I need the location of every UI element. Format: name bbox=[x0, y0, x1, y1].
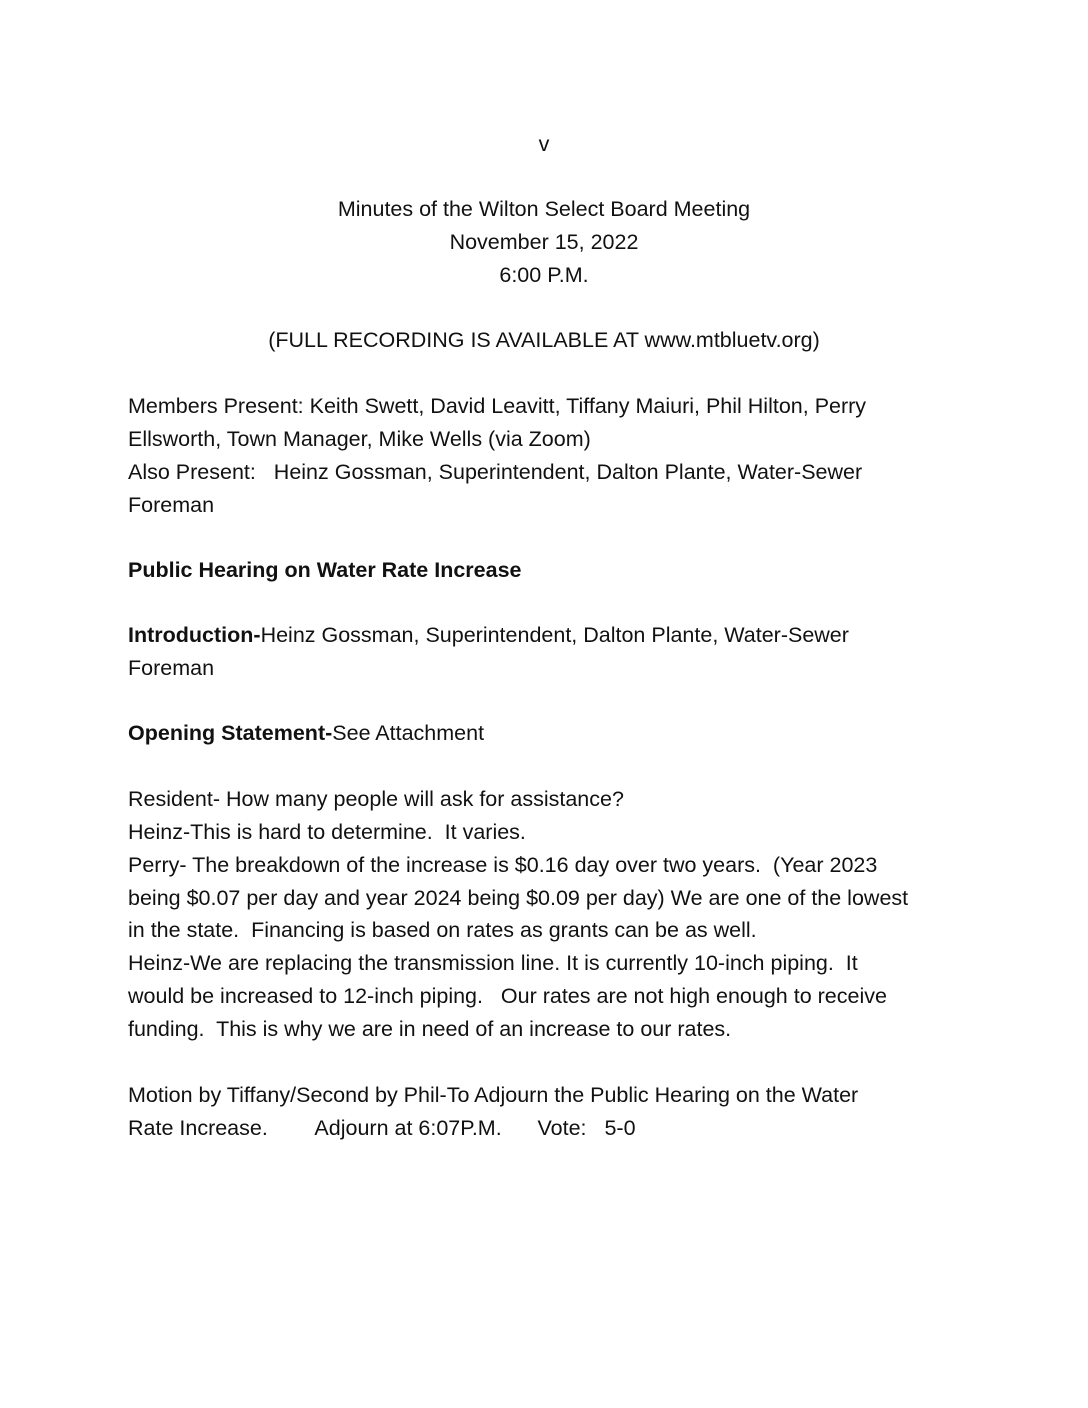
discussion-line: funding. This is why we are in need of an increase to our rates. bbox=[128, 1017, 732, 1041]
introduction-line-1 bbox=[128, 619, 849, 652]
document-title: Minutes of the Wilton Select Board Meeting bbox=[337, 197, 751, 221]
opening-statement-text: See Attachment bbox=[332, 721, 485, 745]
meeting-date: November 15, 2022 bbox=[449, 230, 639, 254]
introduction-label: Introduction- bbox=[128, 623, 261, 647]
introduction-text: Heinz Gossman, Superintendent, Dalton Plante, Water-Sewer bbox=[260, 623, 849, 647]
opening-statement-line bbox=[128, 717, 484, 750]
members-present-line-2: Ellsworth, Town Manager, Mike Wells (via Zoom) bbox=[128, 427, 591, 451]
discussion-line: Heinz-We are replacing the transmission line. It is currently 10-inch piping. It bbox=[128, 951, 858, 975]
recording-note: (FULL RECORDING IS AVAILABLE AT www.mtbluetv.org) bbox=[268, 328, 820, 352]
motion-line-2: Rate Increase. Adjourn at 6:07P.M. Vote: 5-0 bbox=[128, 1116, 636, 1140]
members-present-line-1: Members Present: Keith Swett, David Leavitt, Tiffany Maiuri, Phil Hilton, Perry bbox=[128, 394, 867, 418]
public-hearing-heading: Public Hearing on Water Rate Increase bbox=[128, 558, 522, 582]
discussion-line: Perry- The breakdown of the increase is $0.16 day over two years. (Year 2023 bbox=[128, 853, 878, 877]
opening-statement-label: Opening Statement- bbox=[128, 721, 333, 745]
discussion-line: Resident- How many people will ask for assistance? bbox=[128, 787, 624, 811]
discussion-line: in the state. Financing is based on rates as grants can be as well. bbox=[128, 918, 757, 942]
also-present-line-1: Also Present: Heinz Gossman, Superintendent, Dalton Plante, Water-Sewer bbox=[128, 460, 863, 484]
also-present-line-2: Foreman bbox=[128, 493, 215, 517]
discussion-line: Heinz-This is hard to determine. It varies. bbox=[128, 820, 526, 844]
page-mark: v bbox=[538, 132, 550, 156]
discussion-line: being $0.07 per day and year 2024 being $0.09 per day) We are one of the lowest bbox=[128, 886, 909, 910]
meeting-time: 6:00 P.M. bbox=[499, 263, 589, 287]
introduction-line-2: Foreman bbox=[128, 656, 215, 680]
discussion-line: would be increased to 12-inch piping. Our rates are not high enough to receive bbox=[128, 984, 887, 1008]
motion-line-1: Motion by Tiffany/Second by Phil-To Adjourn the Public Hearing on the Water bbox=[128, 1083, 859, 1107]
